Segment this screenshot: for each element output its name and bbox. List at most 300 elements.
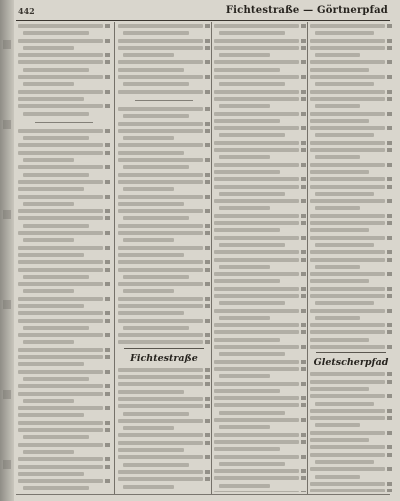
listing-line — [18, 282, 110, 286]
listing-line — [310, 170, 392, 174]
listing-line — [18, 97, 110, 101]
listing-block — [118, 24, 210, 94]
listing-line — [310, 380, 392, 384]
listing-line — [214, 148, 306, 152]
listing-line — [118, 75, 210, 79]
listing-line — [214, 272, 306, 276]
listing-line — [18, 289, 110, 293]
house-number-mark — [105, 24, 110, 28]
listing-line — [214, 206, 306, 210]
listing-line — [310, 163, 392, 167]
listing-line — [310, 31, 392, 35]
listing-line — [214, 330, 306, 334]
listing-line — [214, 396, 306, 400]
house-number-mark — [205, 382, 210, 386]
house-number-mark — [387, 258, 392, 262]
house-number-mark — [205, 195, 210, 199]
listing-line — [214, 287, 306, 291]
listing-line — [214, 352, 306, 356]
listing-line — [18, 268, 110, 272]
listing-line — [310, 445, 392, 449]
listing-line — [310, 119, 392, 123]
house-number-mark — [105, 355, 110, 359]
listing-line — [214, 462, 306, 466]
listing-line — [18, 421, 110, 425]
house-number-mark — [205, 90, 210, 94]
house-number-mark — [205, 433, 210, 437]
house-number-mark — [205, 268, 210, 272]
listing-line — [214, 155, 306, 159]
listing-line — [214, 301, 306, 305]
house-number-mark — [105, 75, 110, 79]
house-number-mark — [205, 180, 210, 184]
listing-line — [310, 206, 392, 210]
listing-line — [214, 360, 306, 364]
listing-line — [18, 260, 110, 264]
listing-line — [18, 39, 110, 43]
listing-block — [118, 368, 210, 492]
listing-line — [18, 362, 110, 366]
house-number-mark — [301, 433, 306, 437]
house-number-mark — [387, 39, 392, 43]
listing-block — [214, 24, 306, 492]
listing-line — [18, 173, 110, 177]
listing-line — [214, 185, 306, 189]
listing-line — [118, 173, 210, 177]
listing-line — [214, 309, 306, 313]
house-number-mark — [105, 319, 110, 323]
house-number-mark — [387, 199, 392, 203]
listing-line — [18, 202, 110, 206]
listing-block — [18, 24, 110, 116]
house-number-mark — [301, 323, 306, 327]
house-number-mark — [105, 311, 110, 315]
listing-line — [118, 143, 210, 147]
house-number-mark — [387, 394, 392, 398]
house-number-mark — [387, 445, 392, 449]
house-number-mark — [301, 126, 306, 130]
listing-line — [118, 419, 210, 423]
listing-line — [214, 258, 306, 262]
listing-line — [214, 418, 306, 422]
listing-line — [118, 463, 210, 467]
house-number-mark — [301, 476, 306, 480]
house-number-mark — [105, 195, 110, 199]
listing-line — [118, 129, 210, 133]
house-number-mark — [105, 428, 110, 432]
listing-line — [18, 275, 110, 279]
house-number-mark — [205, 340, 210, 344]
listing-line — [310, 258, 392, 262]
listing-line — [214, 403, 306, 407]
listing-line — [214, 104, 306, 108]
house-number-mark — [301, 455, 306, 459]
section-divider — [118, 97, 210, 103]
listing-line — [118, 326, 210, 330]
section-divider — [18, 119, 110, 125]
listing-line — [310, 301, 392, 305]
listing-line — [214, 455, 306, 459]
listing-line — [118, 375, 210, 379]
listing-line — [310, 294, 392, 298]
listing-line — [118, 114, 210, 118]
column-rule — [211, 22, 212, 494]
listing-line — [118, 448, 210, 452]
listing-line — [18, 377, 110, 381]
listing-line — [310, 279, 392, 283]
listing-line — [118, 297, 210, 301]
listing-line — [310, 409, 392, 413]
listing-line — [18, 136, 110, 140]
listing-line — [214, 177, 306, 181]
listing-line — [214, 469, 306, 473]
house-number-mark — [387, 272, 392, 276]
house-number-mark — [301, 75, 306, 79]
listing-line — [214, 199, 306, 203]
listing-line — [18, 384, 110, 388]
listing-line — [214, 382, 306, 386]
listing-line — [214, 433, 306, 437]
house-number-mark — [387, 97, 392, 101]
listing-line — [310, 402, 392, 406]
listing-line — [118, 304, 210, 308]
listing-line — [214, 316, 306, 320]
listing-line — [118, 46, 210, 50]
listing-line — [214, 133, 306, 137]
house-number-mark — [387, 214, 392, 218]
listing-line — [18, 180, 110, 184]
house-number-mark — [387, 46, 392, 50]
listing-line — [18, 82, 110, 86]
listing-line — [310, 82, 392, 86]
listing-line — [118, 253, 210, 257]
listing-line — [310, 53, 392, 57]
listing-line — [310, 265, 392, 269]
listing-line — [118, 231, 210, 235]
house-number-mark — [105, 370, 110, 374]
house-number-mark — [301, 250, 306, 254]
section-heading-gletscherpfad: Gletscherpfad — [313, 357, 389, 369]
listing-line — [18, 216, 110, 220]
house-number-mark — [301, 46, 306, 50]
house-number-mark — [205, 143, 210, 147]
listing-line — [18, 165, 110, 169]
listing-line — [310, 250, 392, 254]
listing-line — [118, 275, 210, 279]
house-number-mark — [387, 60, 392, 64]
footer-rule — [16, 494, 390, 495]
house-number-mark — [301, 112, 306, 116]
listing-line — [214, 97, 306, 101]
listing-line — [118, 151, 210, 155]
listing-block — [118, 107, 210, 345]
house-number-mark — [387, 126, 392, 130]
listing-line — [118, 441, 210, 445]
listing-line — [118, 404, 210, 408]
section-rule — [124, 348, 204, 349]
listing-line — [118, 90, 210, 94]
listing-line — [214, 112, 306, 116]
listing-line — [118, 209, 210, 213]
house-number-mark — [205, 158, 210, 162]
listing-line — [18, 392, 110, 396]
house-number-mark — [387, 294, 392, 298]
listing-line — [18, 53, 110, 57]
listing-line — [214, 243, 306, 247]
house-number-mark — [205, 75, 210, 79]
house-number-mark — [105, 143, 110, 147]
listing-line — [18, 486, 110, 490]
listing-line — [18, 112, 110, 116]
house-number-mark — [387, 409, 392, 413]
section-heading-fichtestrasse: Fichtestraße — [130, 352, 198, 364]
listing-line — [214, 236, 306, 240]
house-number-mark — [301, 141, 306, 145]
house-number-mark — [301, 163, 306, 167]
listing-line — [18, 319, 110, 323]
house-number-mark — [105, 60, 110, 64]
house-number-mark — [205, 404, 210, 408]
listing-line — [18, 428, 110, 432]
listing-line — [118, 24, 210, 28]
listing-line — [18, 253, 110, 257]
listing-line — [310, 323, 392, 327]
listing-line — [214, 82, 306, 86]
listing-line — [214, 221, 306, 225]
listing-line — [214, 389, 306, 393]
house-number-mark — [387, 309, 392, 313]
listing-line — [310, 192, 392, 196]
house-number-mark — [205, 224, 210, 228]
house-number-mark — [301, 396, 306, 400]
listing-line — [118, 455, 210, 459]
house-number-mark — [387, 141, 392, 145]
listing-line — [118, 53, 210, 57]
listing-line — [214, 90, 306, 94]
house-number-mark — [387, 75, 392, 79]
listing-line — [118, 426, 210, 430]
house-number-mark — [205, 419, 210, 423]
house-number-mark — [205, 375, 210, 379]
listing-line — [214, 294, 306, 298]
listing-line — [18, 246, 110, 250]
house-number-mark — [387, 185, 392, 189]
house-number-mark — [387, 287, 392, 291]
listing-line — [214, 345, 306, 349]
listing-line — [18, 151, 110, 155]
listing-line — [118, 382, 210, 386]
listing-line — [18, 370, 110, 374]
listing-line — [214, 447, 306, 451]
house-number-mark — [105, 165, 110, 169]
house-number-mark — [205, 282, 210, 286]
listing-line — [18, 457, 110, 461]
house-number-mark — [205, 333, 210, 337]
listing-line — [310, 126, 392, 130]
listing-line — [310, 177, 392, 181]
house-number-mark — [105, 209, 110, 213]
house-number-mark — [105, 297, 110, 301]
listing-line — [118, 60, 210, 64]
listing-line — [118, 412, 210, 416]
listing-line — [310, 387, 392, 391]
house-number-mark — [105, 216, 110, 220]
listing-line — [18, 231, 110, 235]
listing-line — [18, 348, 110, 352]
house-number-mark — [105, 246, 110, 250]
listing-line — [214, 367, 306, 371]
listing-line — [214, 476, 306, 480]
listing-line — [118, 158, 210, 162]
listing-line — [214, 265, 306, 269]
house-number-mark — [387, 90, 392, 94]
house-number-mark — [301, 294, 306, 298]
listing-line — [118, 31, 210, 35]
listing-line — [214, 24, 306, 28]
house-number-mark — [387, 416, 392, 420]
house-number-mark — [301, 221, 306, 225]
listing-line — [310, 46, 392, 50]
listing-line — [310, 489, 392, 492]
listing-line — [214, 170, 306, 174]
listing-line — [118, 187, 210, 191]
listing-line — [118, 136, 210, 140]
listing-line — [18, 104, 110, 108]
listing-line — [118, 39, 210, 43]
house-number-mark — [205, 231, 210, 235]
listing-line — [118, 433, 210, 437]
listing-line — [18, 195, 110, 199]
listing-line — [214, 338, 306, 342]
house-number-mark — [387, 148, 392, 152]
listing-line — [310, 133, 392, 137]
listing-line — [214, 440, 306, 444]
listing-line — [214, 75, 306, 79]
house-number-mark — [105, 392, 110, 396]
listing-line — [310, 60, 392, 64]
listing-line — [310, 112, 392, 116]
listing-line — [18, 479, 110, 483]
house-number-mark — [387, 482, 392, 486]
house-number-mark — [387, 236, 392, 240]
directory-column-4 — [310, 24, 392, 492]
house-number-mark — [301, 382, 306, 386]
listing-line — [310, 345, 392, 349]
listing-line — [18, 31, 110, 35]
listing-line — [310, 214, 392, 218]
house-number-mark — [105, 151, 110, 155]
listing-line — [310, 90, 392, 94]
house-number-mark — [205, 455, 210, 459]
house-number-mark — [387, 453, 392, 457]
header-rule — [16, 20, 390, 21]
listing-line — [214, 141, 306, 145]
listing-line — [18, 24, 110, 28]
house-number-mark — [205, 122, 210, 126]
house-number-mark — [387, 177, 392, 181]
listing-line — [214, 31, 306, 35]
house-number-mark — [387, 24, 392, 28]
house-number-mark — [105, 348, 110, 352]
house-number-mark — [205, 397, 210, 401]
house-number-mark — [387, 250, 392, 254]
listing-line — [310, 272, 392, 276]
listing-line — [310, 221, 392, 225]
listing-line — [214, 60, 306, 64]
house-number-mark — [387, 489, 392, 492]
house-number-mark — [105, 443, 110, 447]
house-number-mark — [105, 104, 110, 108]
house-number-mark — [105, 282, 110, 286]
listing-line — [310, 243, 392, 247]
listing-line — [310, 338, 392, 342]
listing-line — [118, 246, 210, 250]
listing-line — [18, 68, 110, 72]
listing-line — [310, 423, 392, 427]
listing-line — [118, 260, 210, 264]
listing-line — [118, 319, 210, 323]
house-number-mark — [301, 185, 306, 189]
listing-line — [18, 413, 110, 417]
listing-line — [18, 158, 110, 162]
listing-line — [18, 472, 110, 476]
listing-line — [214, 46, 306, 50]
house-number-mark — [301, 287, 306, 291]
house-number-mark — [205, 319, 210, 323]
listing-line — [118, 107, 210, 111]
house-number-mark — [105, 421, 110, 425]
house-number-mark — [301, 90, 306, 94]
listing-line — [214, 491, 306, 492]
page-edge — [0, 0, 14, 501]
listing-line — [310, 416, 392, 420]
listing-line — [310, 453, 392, 457]
house-number-mark — [301, 214, 306, 218]
listing-line — [214, 192, 306, 196]
section-rule — [316, 352, 386, 353]
listing-line — [214, 68, 306, 72]
listing-line — [118, 397, 210, 401]
house-number-mark — [301, 403, 306, 407]
listing-line — [310, 75, 392, 79]
listing-line — [214, 411, 306, 415]
listing-line — [118, 202, 210, 206]
house-number-mark — [105, 129, 110, 133]
house-number-mark — [301, 199, 306, 203]
directory-column-3 — [214, 24, 306, 492]
house-number-mark — [301, 330, 306, 334]
listing-line — [18, 209, 110, 213]
listing-line — [310, 185, 392, 189]
house-number-mark — [205, 441, 210, 445]
directory-column-2 — [118, 24, 210, 492]
house-number-mark — [387, 372, 392, 376]
listing-line — [18, 304, 110, 308]
house-number-mark — [301, 258, 306, 262]
house-number-mark — [105, 479, 110, 483]
house-number-mark — [205, 246, 210, 250]
listing-line — [310, 394, 392, 398]
listing-line — [214, 250, 306, 254]
house-number-mark — [387, 431, 392, 435]
listing-line — [214, 119, 306, 123]
house-number-mark — [301, 177, 306, 181]
listing-line — [118, 470, 210, 474]
listing-line — [214, 484, 306, 488]
listing-line — [18, 187, 110, 191]
house-number-mark — [205, 297, 210, 301]
house-number-mark — [105, 53, 110, 57]
